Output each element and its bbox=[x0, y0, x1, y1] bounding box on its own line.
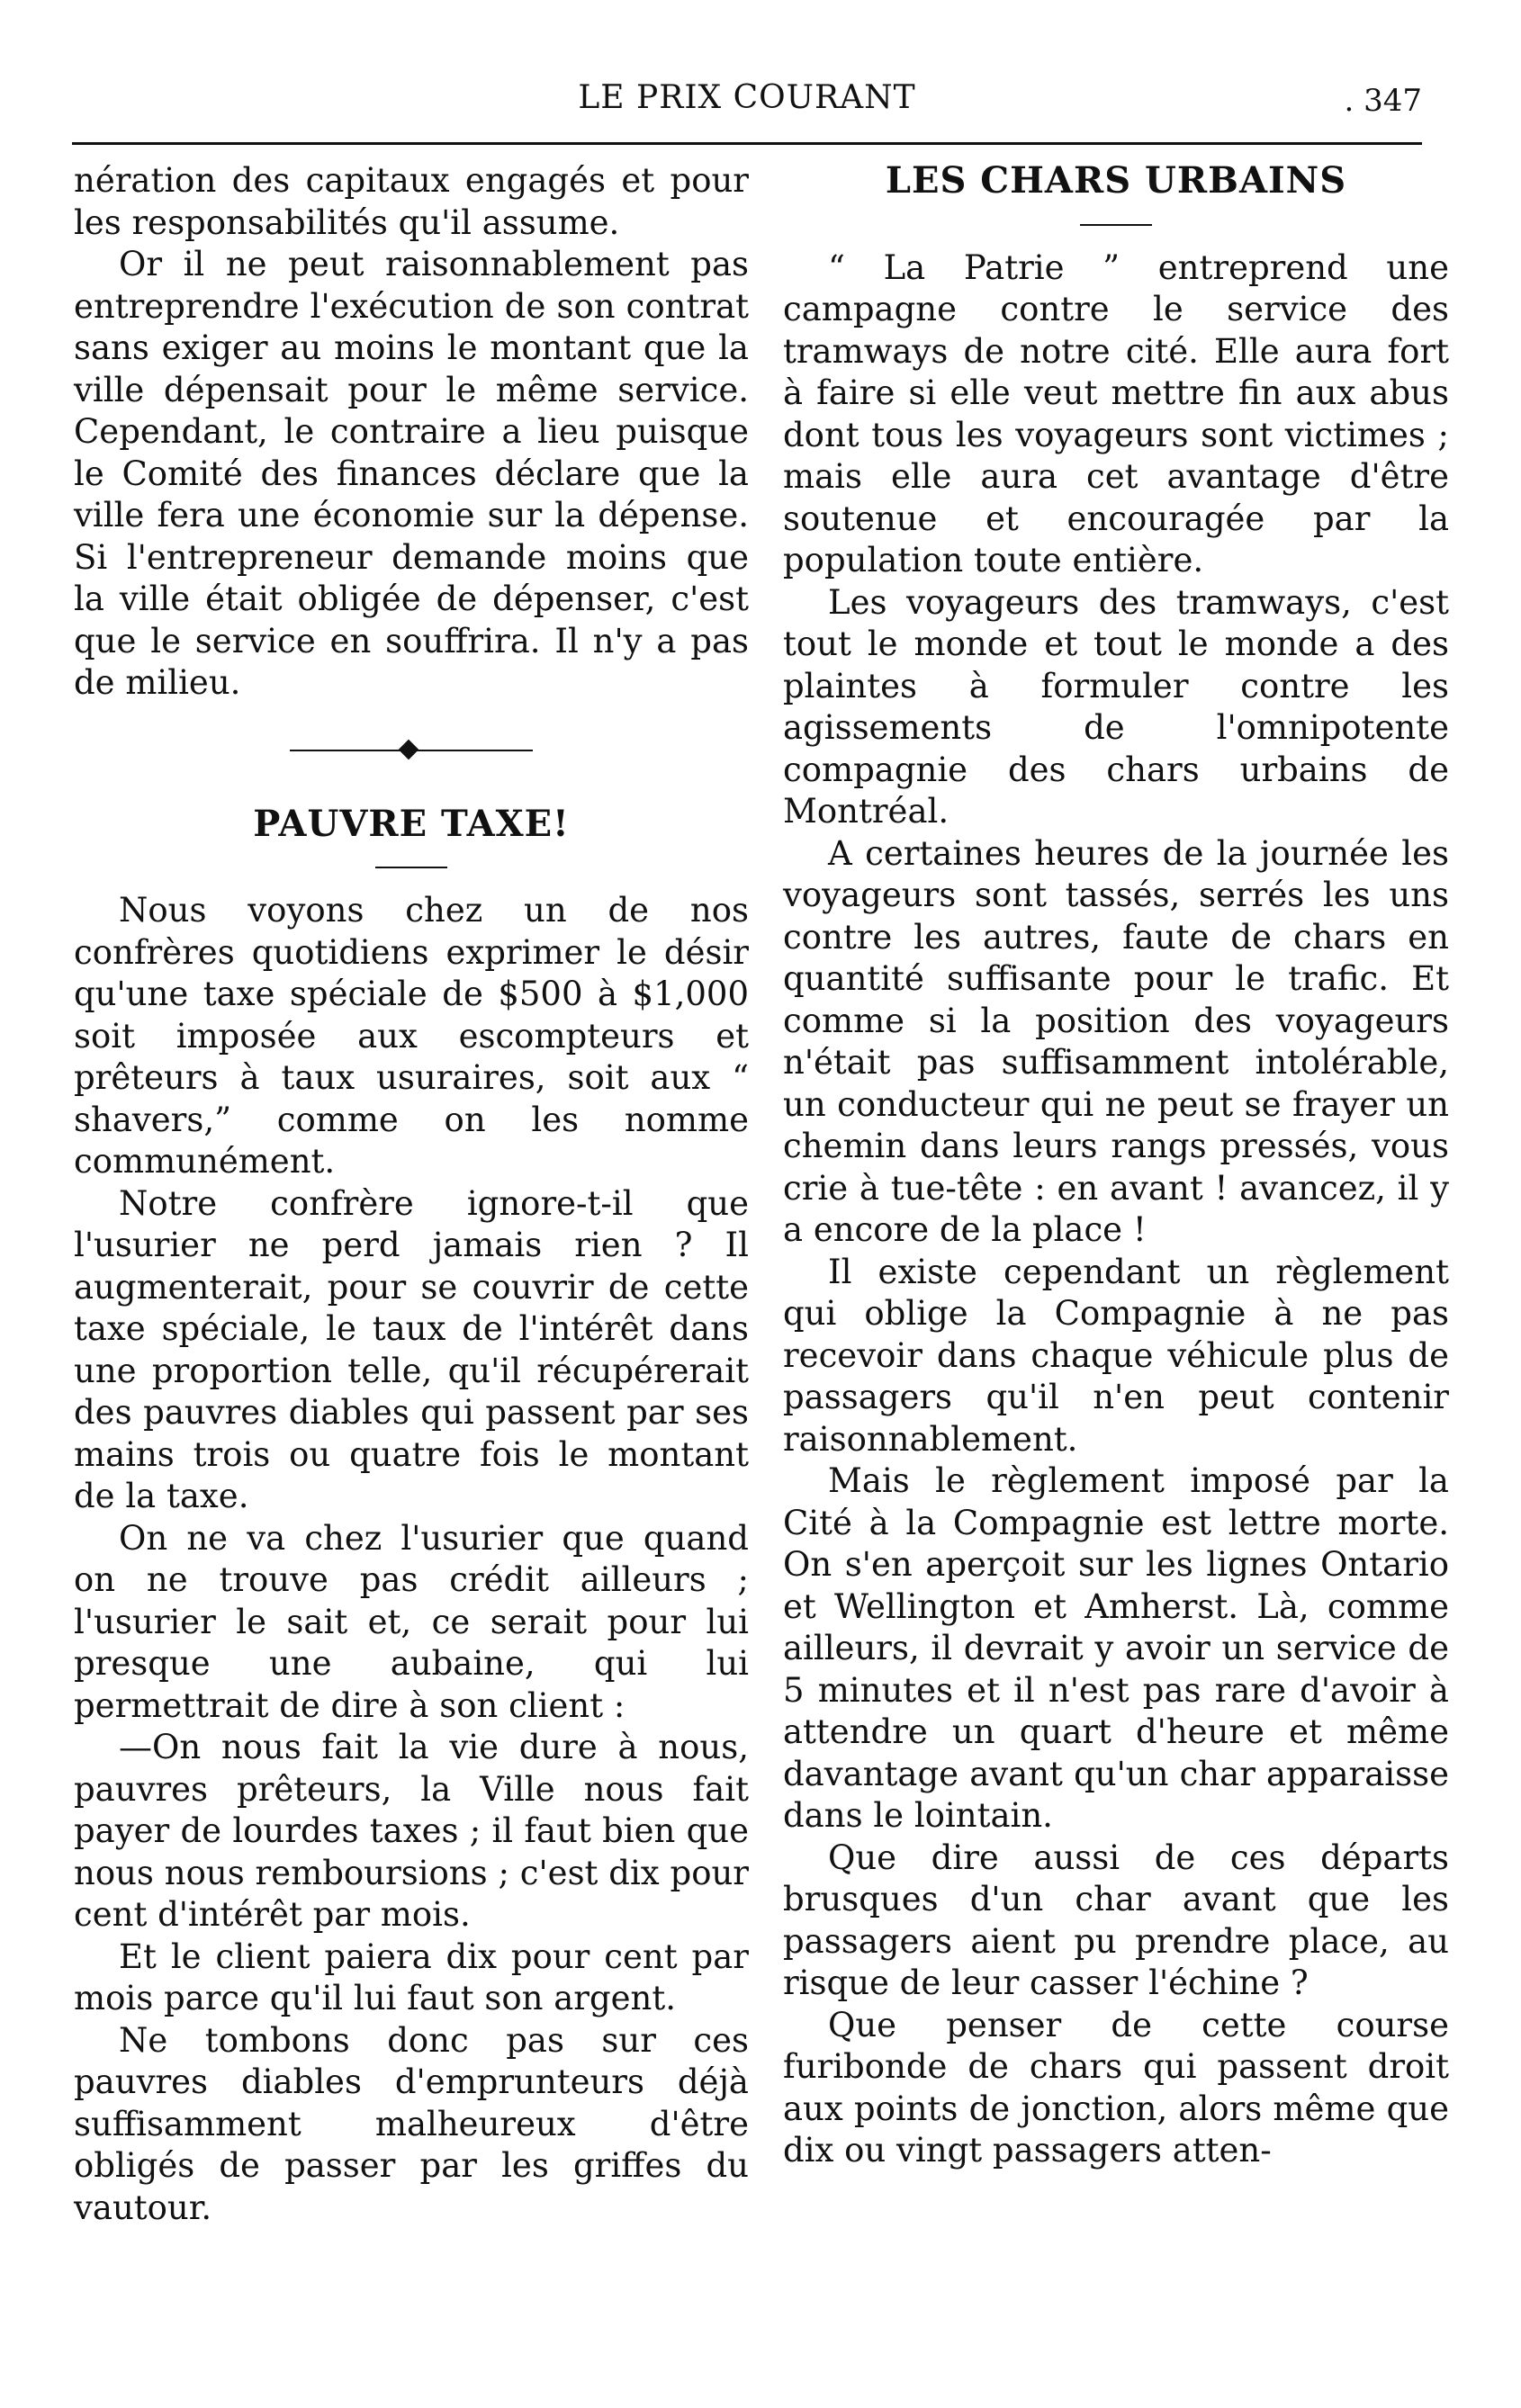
title-rule bbox=[375, 867, 447, 868]
paragraph: Or il ne peut raisonnablement pas entreprendre l'exécution de son contrat sans exiger au moins le montant que la ville dépensait pour le même service. Cependant, le contraire a lieu puisque le Comité des finances déclare que la ville fera une économie sur la dépense. Si l'entrepreneur demande moins que la ville était obligée de dépenser, c'est que le service en souffrira. Il n'y a pas de milieu. bbox=[74, 245, 749, 702]
paragraph: A certaines heures de la journée les voyageurs sont tassés, serrés les uns contre les autres, faute de chars en quantité suffisante pour le trafic. Et comme si la position des voyageurs n'était pas suffisamment intolérable, un conducteur qui ne peut se frayer un chemin dans leurs rangs pressés, vous crie à tue-tête : en avant ! avancez, il y a encore de la place ! bbox=[783, 833, 1449, 1249]
paragraph: On ne va chez l'usurier que quand on ne trouve pas crédit ailleurs ; l'usurier le sait et, ce serait pour lui presque une aubaine, qui lui permettrait de dire à son client : bbox=[74, 1518, 749, 1725]
page-header bbox=[72, 79, 1422, 133]
running-title: LE PRIX COURANT bbox=[578, 79, 916, 116]
section-ornament bbox=[290, 737, 533, 764]
title-rule bbox=[1080, 224, 1152, 226]
page-number: . 347 bbox=[1344, 83, 1422, 119]
left-column bbox=[74, 160, 749, 2229]
paragraph: Que dire aussi de ces départs brusques d'un char avant que les passagers aient pu prendre place, au risque de leur casser l'échine ? bbox=[783, 1837, 1449, 2002]
paragraph: Que penser de cette course furibonde de chars qui passent droit aux points de jonction, alors même que dix ou vingt passagers atten- bbox=[783, 2005, 1449, 2170]
article-title-chars-urbains: LES CHARS URBAINS bbox=[885, 159, 1347, 202]
article-title-pauvre-taxe: PAUVRE TAXE! bbox=[253, 802, 570, 845]
paragraph: Il existe cependant un règlement qui oblige la Compagnie à ne pas recevoir dans chaque véhicule plus de passagers qu'il n'en peut contenir raisonnablement. bbox=[783, 1252, 1449, 1459]
continued-paragraph: nération des capitaux engagés et pour les responsabilités qu'il assume. bbox=[74, 161, 749, 242]
paragraph: Ne tombons donc pas sur ces pauvres diables d'emprunteurs déjà suffisamment malheureux d'être obligés de passer par les griffes du vautour. bbox=[74, 2020, 749, 2227]
paragraph: Nous voyons chez un de nos confrères quotidiens exprimer le désir qu'une taxe spéciale de $500 à $1,000 soit imposée aux escompteurs et prêteurs à taux usuraires, soit aux “ shavers,” comme on les nomme communément. bbox=[74, 891, 749, 1181]
paragraph: Notre confrère ignore-t-il que l'usurier ne perd jamais rien ? Il augmenterait, pour se couvrir de cette taxe spéciale, le taux de l'intérêt dans une proportion telle, qu'il récupérerait des pauvres diables qui passent par ses mains trois ou quatre fois le montant de la taxe. bbox=[74, 1183, 749, 1515]
paragraph: “ La Patrie ” entreprend une campagne contre le service des tramways de notre cité. Elle aura fort à faire si elle veut mettre fin aux abus dont tous les voyageurs sont victimes ; mais elle aura cet avantage d'être soutenue et encouragée par la population toute entière. bbox=[783, 247, 1449, 580]
header-rule bbox=[72, 142, 1422, 145]
paragraph: Les voyageurs des tramways, c'est tout le monde et tout le monde a des plaintes à formuler contre les agissements de l'omnipotente compagnie des chars urbains de Montréal. bbox=[783, 582, 1449, 831]
diamond-icon bbox=[399, 739, 419, 759]
paragraph: Mais le règlement imposé par la Cité à la Compagnie est lettre morte. On s'en aperçoit sur les lignes Ontario et Wellington et Amherst. Là, comme ailleurs, il devrait y avoir un service de 5 minutes et il n'est pas rare d'avoir à attendre un quart d'heure et même davantage avant qu'un char apparaisse dans le lointain. bbox=[783, 1461, 1449, 1835]
paragraph: Et le client paiera dix pour cent par mois parce qu'il lui faut son argent. bbox=[74, 1936, 749, 2017]
right-column bbox=[783, 160, 1449, 2172]
paragraph: —On nous fait la vie dure à nous, pauvres prêteurs, la Ville nous fait payer de lourdes taxes ; il faut bien que nous nous remboursions ; c'est dix pour cent d'intérêt par mois. bbox=[74, 1728, 749, 1934]
